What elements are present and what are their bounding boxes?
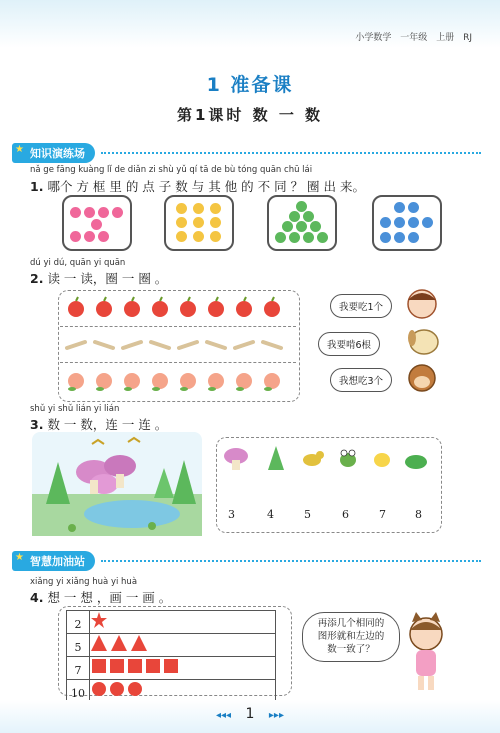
match-number-6[interactable]: 6 bbox=[342, 508, 349, 521]
q4-shape-cell[interactable] bbox=[90, 611, 276, 634]
frog-icon bbox=[148, 522, 156, 530]
tree-icon bbox=[268, 446, 284, 470]
dot bbox=[422, 217, 433, 228]
dot bbox=[289, 211, 300, 222]
q4-pinyin: xiǎng yi xiǎng huà yi huà bbox=[30, 577, 138, 587]
match-number-3[interactable]: 3 bbox=[228, 508, 235, 521]
section-challenge-label: ★ 智慧加油站 bbox=[12, 551, 95, 571]
dot bbox=[91, 219, 102, 230]
q2-prompt: 读 一 读，圈 一 圈 。 bbox=[47, 271, 168, 286]
q3-prompt: 数 一 数，连 一 连 。 bbox=[47, 417, 168, 432]
dot bbox=[408, 232, 419, 243]
square-icon bbox=[92, 659, 106, 673]
dot bbox=[303, 232, 314, 243]
q4-grid bbox=[66, 610, 276, 703]
q4-bubble-line: 图形就和左边的 bbox=[317, 631, 385, 642]
match-number-7[interactable]: 7 bbox=[379, 508, 386, 521]
triangle-icon bbox=[131, 635, 147, 651]
q4-row bbox=[67, 634, 276, 657]
square-icon bbox=[110, 659, 124, 673]
next-arrows[interactable]: ▸▸▸ bbox=[268, 710, 284, 721]
dot bbox=[176, 231, 187, 242]
q3-number-row bbox=[216, 508, 440, 524]
dot bbox=[303, 211, 314, 222]
apple-icon bbox=[124, 301, 140, 317]
edition-label: RJ bbox=[463, 33, 472, 43]
dot bbox=[289, 232, 300, 243]
q4-row bbox=[67, 657, 276, 680]
apple-stems bbox=[76, 297, 274, 301]
q4-count: 5 bbox=[74, 640, 82, 654]
section-divider bbox=[101, 560, 481, 562]
peach-icon bbox=[68, 373, 84, 389]
peach-leaves bbox=[68, 387, 272, 391]
q4-bubble-line: 再添几个相同的 bbox=[317, 618, 385, 629]
dot bbox=[380, 232, 391, 243]
square-icon bbox=[128, 659, 142, 673]
q4-shapes bbox=[90, 634, 270, 652]
triangle-icon bbox=[91, 635, 107, 651]
bubble-monkey: 我想吃3个 bbox=[330, 368, 392, 392]
dot bbox=[408, 202, 419, 213]
match-number-5[interactable]: 5 bbox=[304, 508, 311, 521]
star-icon bbox=[91, 612, 107, 628]
section-practice-header bbox=[12, 142, 481, 164]
peach-icon bbox=[96, 373, 112, 389]
dot bbox=[394, 202, 405, 213]
peach-icon bbox=[236, 373, 252, 389]
circle-icon bbox=[92, 682, 106, 696]
lesson-subtitle: 第1课时 数 一 数 bbox=[176, 106, 324, 124]
square-icon bbox=[146, 659, 160, 673]
apple-icon bbox=[180, 301, 196, 317]
q4-count-cell bbox=[67, 611, 90, 634]
dot bbox=[112, 207, 123, 218]
q4-prompt: 想 一 想 ，画 一 画 。 bbox=[47, 590, 172, 605]
dot bbox=[282, 221, 293, 232]
match-number-8[interactable]: 8 bbox=[415, 508, 422, 521]
dot bbox=[296, 221, 307, 232]
q4-row bbox=[67, 611, 276, 634]
bubble-girl: 我要吃1个 bbox=[330, 294, 392, 318]
pond-icon bbox=[84, 500, 180, 528]
dot bbox=[70, 231, 81, 242]
book-info bbox=[349, 30, 472, 43]
q1-prompt: 哪个 方 框 里 的 点 子 数 与 其 他 的 不 同 ？ 圈 出 来。 bbox=[47, 179, 365, 194]
apple-icon bbox=[96, 301, 112, 317]
q4-speech-bubble bbox=[302, 612, 400, 662]
circle-icon bbox=[110, 682, 124, 696]
dot bbox=[310, 221, 321, 232]
q4-text bbox=[30, 588, 171, 606]
dot bbox=[176, 217, 187, 228]
dot bbox=[394, 232, 405, 243]
peach-icon bbox=[152, 373, 168, 389]
dot bbox=[408, 217, 419, 228]
dot-box-4[interactable] bbox=[372, 195, 442, 251]
dot bbox=[98, 207, 109, 218]
bone-row[interactable] bbox=[67, 342, 281, 348]
bone-icon bbox=[263, 342, 281, 348]
q3-number: 3. bbox=[30, 417, 44, 432]
q1-pinyin: nǎ ge fāng kuàng lǐ de diǎn zi shù yǔ qí tā de bù tóng quān chū lái bbox=[30, 165, 313, 175]
peach-icon bbox=[124, 373, 140, 389]
q4-count: 7 bbox=[74, 663, 82, 677]
dot-box-3[interactable] bbox=[267, 195, 337, 251]
dot bbox=[380, 217, 391, 228]
apple-icon bbox=[264, 301, 280, 317]
q4-bubble-line: 数一致了？ bbox=[327, 644, 375, 655]
q3-text bbox=[30, 415, 167, 433]
section-practice-label: ★ 知识演练场 bbox=[12, 143, 95, 163]
dot bbox=[210, 217, 221, 228]
volume-label: 上册 bbox=[436, 33, 455, 43]
apple-icon bbox=[152, 301, 168, 317]
q4-shape-cell[interactable] bbox=[90, 657, 276, 680]
lesson-title: 1 准备课 bbox=[206, 74, 294, 96]
dot bbox=[193, 217, 204, 228]
monkey-face-icon bbox=[414, 376, 430, 388]
apple-icon bbox=[208, 301, 224, 317]
q4-count-cell bbox=[67, 657, 90, 680]
bone-icon bbox=[123, 342, 141, 348]
dot bbox=[84, 207, 95, 218]
triangle-icon bbox=[111, 635, 127, 651]
forest-scene-image bbox=[32, 432, 202, 536]
dot bbox=[193, 231, 204, 242]
peach-icon bbox=[264, 373, 280, 389]
mushroom-house-icon bbox=[104, 455, 136, 477]
q2-pinyin: dú yi dú, quān yi quān bbox=[30, 258, 126, 268]
apple-row[interactable] bbox=[68, 301, 280, 317]
grade-label: 一年级 bbox=[400, 33, 428, 43]
apple-icon bbox=[236, 301, 252, 317]
dot bbox=[317, 232, 328, 243]
peach-icon bbox=[180, 373, 196, 389]
circle-icon bbox=[128, 682, 142, 696]
bone-icon bbox=[95, 342, 113, 348]
q4-count: 10 bbox=[71, 686, 85, 700]
q2-text bbox=[30, 269, 167, 287]
dot bbox=[394, 217, 405, 228]
dot-box-2[interactable] bbox=[164, 195, 234, 251]
subject-label: 小学数学 bbox=[355, 33, 392, 43]
q2-characters bbox=[400, 286, 446, 396]
lotus-leaf-icon bbox=[405, 455, 427, 469]
apple-icon bbox=[68, 301, 84, 317]
page-footer bbox=[0, 706, 500, 722]
chick-icon bbox=[374, 453, 390, 467]
frog-icon bbox=[68, 524, 76, 532]
page-number: 1 bbox=[245, 706, 255, 722]
dot-box-1[interactable] bbox=[62, 195, 132, 251]
section-divider bbox=[101, 152, 481, 154]
peach-row[interactable] bbox=[68, 373, 280, 389]
dog-ear-icon bbox=[408, 330, 416, 346]
bone-icon bbox=[151, 342, 169, 348]
q4-number: 4. bbox=[30, 590, 44, 605]
dot bbox=[193, 203, 204, 214]
q4-shapes bbox=[90, 680, 270, 698]
dot bbox=[70, 207, 81, 218]
q4-count: 2 bbox=[74, 617, 82, 631]
dot bbox=[176, 203, 187, 214]
dot bbox=[210, 231, 221, 242]
square-icon bbox=[164, 659, 178, 673]
dot bbox=[98, 231, 109, 242]
bone-icon bbox=[67, 342, 85, 348]
q4-shapes bbox=[90, 657, 270, 675]
q3-pinyin: shǔ yi shǔ lián yi lián bbox=[30, 404, 120, 414]
dot bbox=[296, 201, 307, 212]
dot bbox=[275, 232, 286, 243]
prev-arrows[interactable]: ◂◂◂ bbox=[216, 710, 232, 721]
section-challenge-header bbox=[12, 550, 481, 572]
dot bbox=[84, 231, 95, 242]
q1-text bbox=[30, 177, 365, 195]
cat-girl-icon bbox=[400, 612, 452, 694]
bone-icon bbox=[179, 342, 197, 348]
bone-icon bbox=[207, 342, 225, 348]
q1-number: 1. bbox=[30, 179, 44, 194]
peach-icon bbox=[208, 373, 224, 389]
match-number-4[interactable]: 4 bbox=[267, 508, 274, 521]
q4-shape-cell[interactable] bbox=[90, 634, 276, 657]
q2-number: 2. bbox=[30, 271, 44, 286]
q4-count-cell bbox=[67, 634, 90, 657]
bubble-dog: 我要啃6根 bbox=[318, 332, 380, 356]
q3-icon-row bbox=[216, 440, 440, 480]
bone-icon bbox=[235, 342, 253, 348]
dot bbox=[210, 203, 221, 214]
q4-shapes bbox=[90, 611, 270, 629]
q2-items-svg bbox=[58, 290, 298, 400]
